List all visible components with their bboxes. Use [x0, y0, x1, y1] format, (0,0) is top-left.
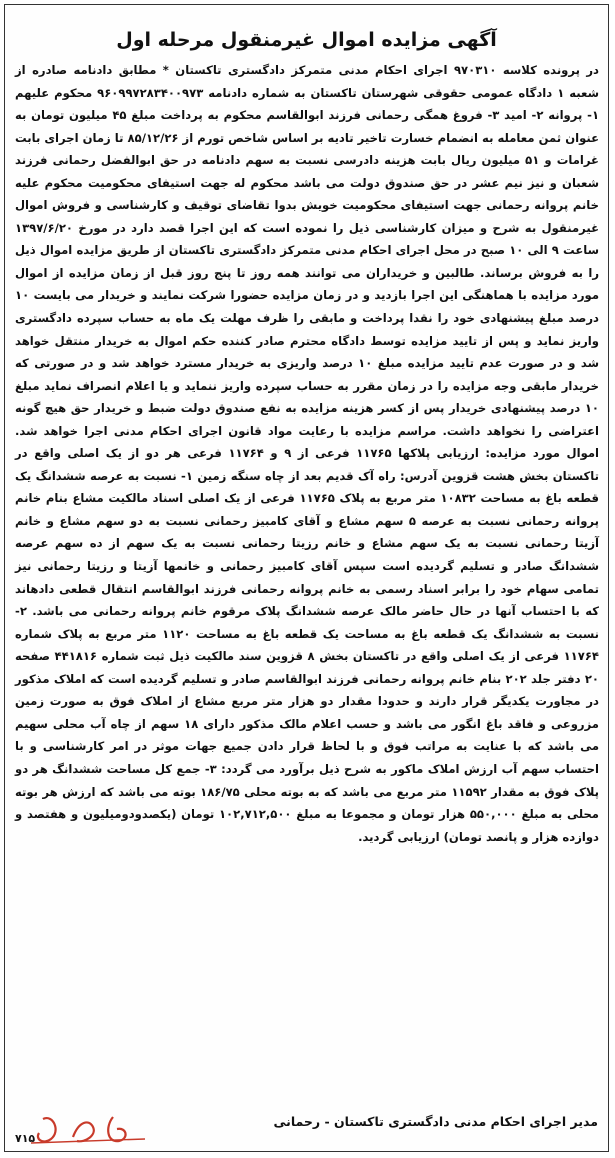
page-number: ۷۱۵	[15, 1132, 36, 1145]
notice-title: آگهی مزایده اموال غیرمنقول مرحله اول	[116, 29, 497, 51]
notice-body: در پرونده کلاسه ۹۷۰۳۱۰ اجرای احکام مدنی متمرکز دادگستری تاکستان * مطابق دادنامه صادره از شعبه ۱ دادگاه عمومی حقوقی شهرستان تاکستان به شماره دادنامه ۹۶۰۹۹۷۲۸۳۴۰۰۹۷۳ محکوم علیهم ۱- پروانه ۲- امید ۳- فروغ همگی رحمانی فرزند ابوالقاسم محکوم به پرداخت مبلغ ۴۵ میلیون تومان به عنوان ثمن معامله به انضمام خسارت تاخیر تادیه بر اساس شاخص تورم از ۸۵/۱۲/۲۶ تا زمان اجرای بابت غرامات و ۵۱ میلیون ریال بابت هزینه دادرسی نسبت به سهم دادنامه در حق ابوالفضل رحمانی فرزند شعبان و نیز نیم عشر در حق صندوق دولت می باشد محکوم له جهت استیفای محکومیت محکوم علیه خانم پروانه رحمانی جهت استیفای محکومیت خویش بدوا تقاضای توقیف و کارشناسی و فروش اموال غیرمنقول به شرح و میزان کارشناسی ذیل را نموده است که این اجرا قصد دارد در مورخ ۱۳۹۷/۶/۲۰ ساعت ۹ الی ۱۰ صبح در محل اجرای احکام مدنی متمرکز دادگستری تاکستان از طریق مزایده اموال ذیل را به فروش برساند. طالبین و خریداران می توانند همه روز تا پنج روز قبل از زمان مزایده از اموال مورد مزایده با هماهنگی این اجرا بازدید و در زمان مزایده حضورا شرکت نمایند و خریدار می بایست ۱۰ درصد مبلغ پیشنهادی خود را نقدا پرداخت و مابقی را ظرف مهلت یک ماه به حساب سپرده دادگستری واریز نماید و پس از تایید مزایده توسط دادگاه محترم صادر کننده حکم اموال به خریدار منتقل خواهد شد و در صورت عدم تایید مزایده مبلغ ۱۰ درصد واریزی به خریدار مسترد خواهد شد و در صورتی که خریدار مابقی وجه مزایده را در زمان مقرر به حساب سپرده واریز ننماید و یا اعلام انصراف نماید مبلغ ۱۰ درصد پیشنهادی خریدار پس از کسر هزینه مزایده به نفع صندوق دولت ضبط و خریدار حق هیچ گونه اعتراضی را نخواهد داشت. مراسم مزایده با رعایت مواد قانون اجرای احکام مدنی اجرا خواهد شد. اموال مورد مزایده: ارزیابی پلاکها ۱۱۷۶۵ فرعی از ۹ و ۱۱۷۶۴ فرعی هر دو از یک اصلی واقع در تاکستان بخش هشت قزوین آدرس: راه آک قدیم بعد از چاه سنگه زمین ۱- نسبت به عرصه ششدانگ یک قطعه باغ به مساحت ۱۰۸۳۲ متر مربع به پلاک ۱۱۷۶۵ فرعی از یک اصلی اسناد مالکیت مشاع بنام خانم پروانه رحمانی نسبت به عرصه ۵ سهم مشاع و آقای کامبیز رحمانی نسبت به دو سهم مشاع و خانم آزیتا رحمانی نسبت به یک سهم مشاع و خانم رزیتا رحمانی نسبت به یک سهم از ده سهم عرصه ششدانگ صادر و تسلیم گردیده است سپس آقای کامبیز رحمانی و خانمها آزیتا و رزیتا رحمانی نیز تمامی سهام خود را برابر اسناد رسمی به خانم پروانه رحمانی فرزند ابوالقاسم انتقال قطعی دادهاند که با احتساب آنها در حال حاضر مالک عرصه ششدانگ پلاک مرقوم خانم پروانه رحمانی می باشد. ۲- نسبت به ششدانگ یک قطعه باغ به مساحت یک قطعه باغ به مساحت ۱۱۲۰ متر مربع به پلاک شماره ۱۱۷۶۴ فرعی از یک اصلی واقع در تاکستان بخش ۸ قزوین سند مالکیت ذیل ثبت شماره ۴۴۱۸۱۶ صفحه ۲۰ دفتر جلد ۲۰۲ بنام خانم پروانه رحمانی فرزند ابوالقاسم صادر و تسلیم گردیده است که املاک مذکور در مجاورت یکدیگر قرار دارند و حدودا مقدار دو هزار متر مربع مشاع از املاک فوق به صورت زمین مزروعی و فاقد باغ انگور می باشد و حسب اعلام مالک مذکور دارای ۱۸ سهم از چاه آب محلی سهیم می باشد که با عنایت به مراتب فوق و با لحاظ قرار دادن جمیع جهات موثر در امر کارشناسی و با احتساب سهم آب ارزش املاک ماکور به شرح ذیل برآورد می گردد: ۳- جمع کل مساحت ششدانگ هر دو پلاک فوق به مقدار ۱۱۵۹۲ متر مربع می باشد که به بوته محلی ۱۸۶/۷۵ بوته می باشد که ارزش هر بوته محلی به مبلغ ۵۵۰,۰۰۰ هزار تومان و مجموعا به مبلغ ۱۰۲,۷۱۲,۵۰۰ تومان (یکصدودومیلیون و هفتصد و دوازده هزار و پانصد تومان) ارزیابی گردید.	[15, 63, 600, 844]
notice-signature: مدیر اجرای احکام مدنی دادگستری تاکستان - رحمانی	[273, 1114, 598, 1129]
handwritten-mark-icon	[13, 1109, 163, 1149]
auction-notice	[4, 4, 609, 1152]
